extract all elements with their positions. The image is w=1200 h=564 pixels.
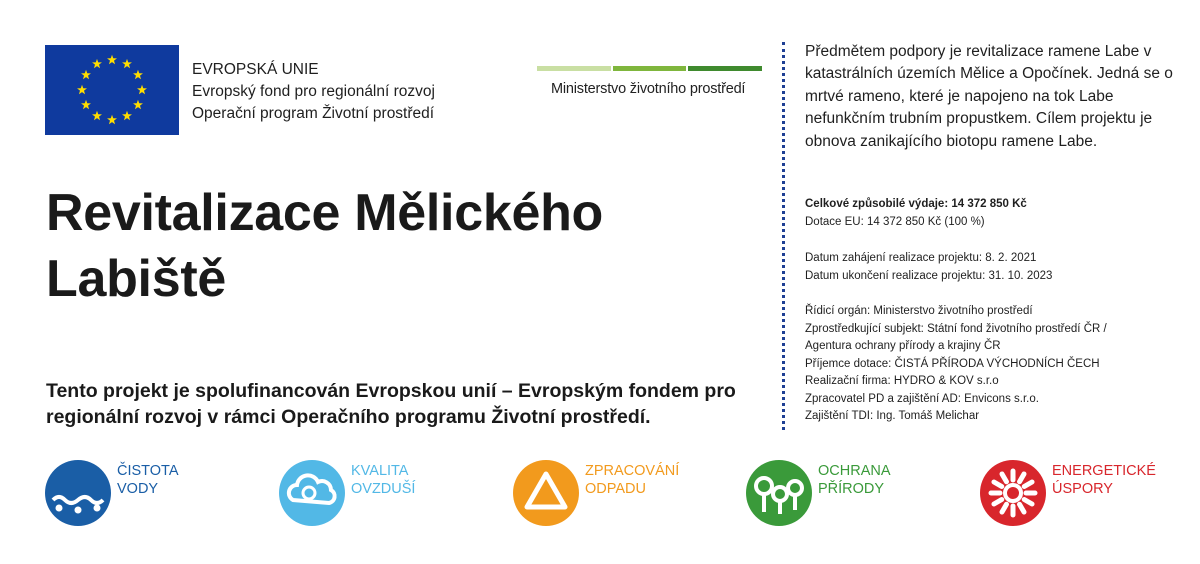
eu-line-union: EVROPSKÁ UNIE (192, 61, 319, 78)
theme-water-line2: VODY (117, 480, 159, 497)
theme-nature-line1: OCHRANA (818, 463, 891, 479)
dates-block (805, 250, 1185, 285)
start-date: Datum zahájení realizace projektu: 8. 2. 2021 (805, 252, 1037, 264)
theme-nature-line2: PŘÍRODY (818, 480, 885, 497)
water-drops-icon (45, 460, 111, 526)
trees-icon (746, 460, 812, 526)
theme-energy-line2: ÚSPORY (1052, 480, 1113, 497)
ministry-name: Ministerstvo životního prostředí (551, 81, 746, 97)
costs-block (805, 196, 1185, 231)
contractor: Realizační firma: HYDRO & KOV s.r.o (805, 375, 999, 387)
ministry-bar-mid (613, 66, 687, 71)
theme-air-line1: KVALITA (351, 463, 409, 479)
eu-flag-icon (45, 45, 179, 135)
eu-star (122, 111, 132, 120)
eu-star (81, 70, 91, 79)
eu-star (77, 85, 87, 94)
ministry-bar-dark (688, 66, 762, 71)
project-title: Revitalizace Mělického Labiště (46, 184, 603, 308)
eu-line-program: Operační program Životní prostředí (192, 105, 435, 122)
ministry-bar-light (537, 66, 611, 71)
eu-line-fund: Evropský fond pro regionální rozvoj (192, 83, 435, 100)
organization-block (805, 303, 1150, 426)
theme-water-line1: ČISTOTA (117, 463, 179, 479)
eu-star (137, 85, 147, 94)
recycle-triangle-icon (513, 460, 579, 526)
beneficiary: Příjemce dotace: ČISTÁ PŘÍRODA VÝCHODNÍCH ČECH (805, 357, 1100, 370)
project-summary: Předmětem podpory je revitalizace ramene Labe v katastrálních územích Mělice a Opočínek. Jedná se o mrtvé rameno, které je napojeno na tok Labe nefunkčním trubním propustkem. Cílem projektu je obnova zanikajícího biotopu ramene Labe. (805, 43, 1173, 150)
eligible-costs: Celkové způsobilé výdaje: 14 372 850 Kč (805, 198, 1027, 210)
theme-water-label (117, 463, 179, 498)
theme-energy-label (1052, 463, 1156, 498)
theme-icons-row (0, 455, 1200, 535)
supervision: Zajištění TDI: Ing. Tomáš Melichar (805, 410, 980, 422)
cofinancing-statement: Tento projekt je spolufinancován Evropskou unií – Evropským fondem pro regionální rozvoj v rámci Operačního programu Životní prostředí. (46, 380, 736, 428)
intermediary-body: Zprostředkující subjekt: Státní fond životního prostředí ČR / Agentura ochrany přírody a krajiny ČR (805, 322, 1107, 352)
eu-star (133, 100, 143, 109)
eu-star (92, 111, 102, 120)
theme-nature-label (818, 463, 891, 498)
theme-energy-line1: ENERGETICKÉ (1052, 463, 1156, 479)
eu-star (133, 70, 143, 79)
eu-star (107, 115, 117, 124)
dotted-divider (782, 42, 785, 430)
theme-air-line2: OVZDUŠÍ (351, 480, 416, 497)
eu-star (107, 55, 117, 64)
theme-waste-line2: ODPADU (585, 480, 646, 497)
ministry-color-bars (537, 66, 762, 71)
ministry-logo (537, 66, 762, 97)
theme-waste-line1: ZPRACOVÁNÍ (585, 463, 680, 479)
eu-star (81, 100, 91, 109)
eu-program-text (192, 59, 435, 125)
cloud-icon (279, 460, 345, 526)
sun-icon (980, 460, 1046, 526)
eu-subsidy: Dotace EU: 14 372 850 Kč (100 %) (805, 215, 985, 228)
theme-air-label (351, 463, 415, 498)
designer: Zpracovatel PD a zajištění AD: Envicons s.r.o. (805, 392, 1039, 405)
theme-waste-label (585, 463, 679, 498)
eu-star (122, 59, 132, 68)
managing-body: Řídicí orgán: Ministerstvo životního prostředí (805, 305, 1033, 317)
end-date: Datum ukončení realizace projektu: 31. 10. 2023 (805, 269, 1053, 282)
eu-star (92, 59, 102, 68)
